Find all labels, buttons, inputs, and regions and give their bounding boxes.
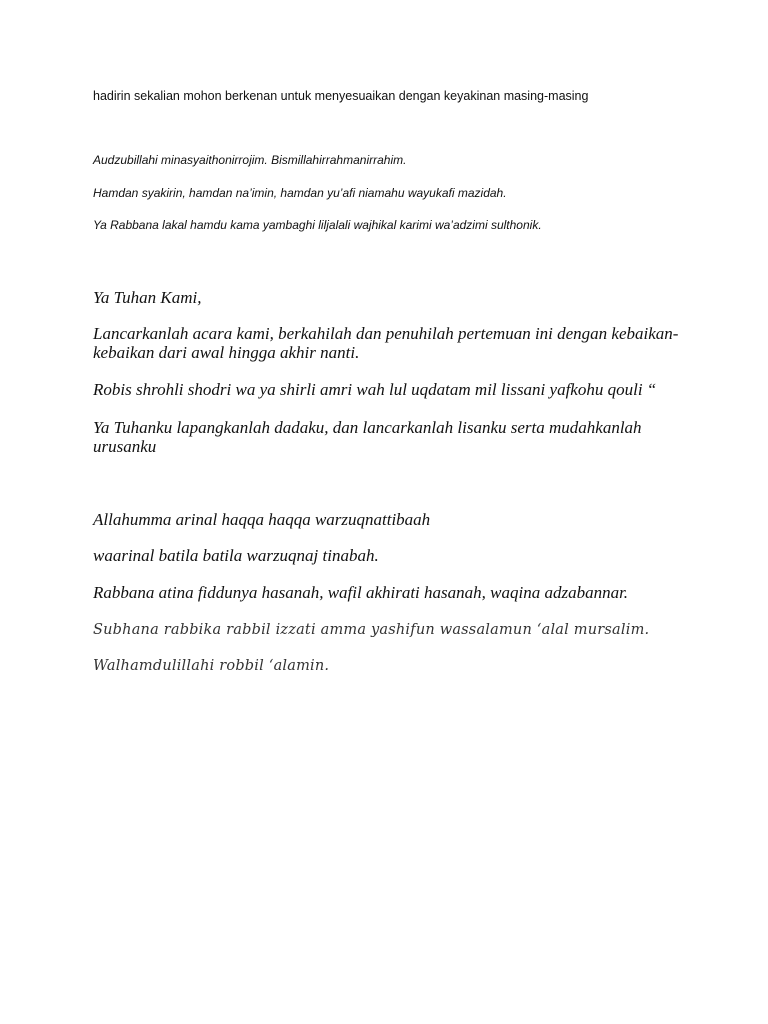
intro-text: hadirin sekalian mohon berkenan untuk menyesuaikan dengan keyakinan masing-masing [93,89,589,103]
petition-paragraph: Lancarkanlah acara kami, berkahilah dan penuhilah pertemuan ini dengan kebaikan-kebaikan dari awal hingga akhir nanti. [93,324,679,362]
closing-line-3: Rabbana atina fiddunya hasanah, wafil akhirati hasanah, waqina adzabannar. [93,583,629,602]
opening-line-1: Audzubillahi minasyaithonirrojim. Bismillahirrahmanirrahim. [93,153,407,167]
translation-paragraph: Ya Tuhanku lapangkanlah dadaku, dan lancarkanlah lisanku serta mudahkanlah urusanku [93,418,642,456]
opening-line-3: Ya Rabbana lakal hamdu kama yambaghi liljalali wajhikal karimi wa’adzimi sulthonik. [93,218,542,232]
closing-line-1: Allahumma arinal haqqa haqqa warzuqnattibaah [93,510,431,529]
closing-line-2: waarinal batila batila warzuqnaj tinabah. [93,546,379,565]
address-line: Ya Tuhan Kami, [93,288,202,307]
opening-line-2: Hamdan syakirin, hamdan na’imin, hamdan yu’afi niamahu wayukafi mazidah. [93,186,507,200]
final-line-2: Walhamdulillahi robbil ‘alamin. [93,658,330,674]
final-line-1: Subhana rabbika rabbil izzati amma yashifun wassalamun ‘alal mursalim. [93,622,650,638]
robis-line: Robis shrohli shodri wa ya shirli amri wah lul uqdatam mil lissani yafkohu qouli “ [93,380,657,399]
